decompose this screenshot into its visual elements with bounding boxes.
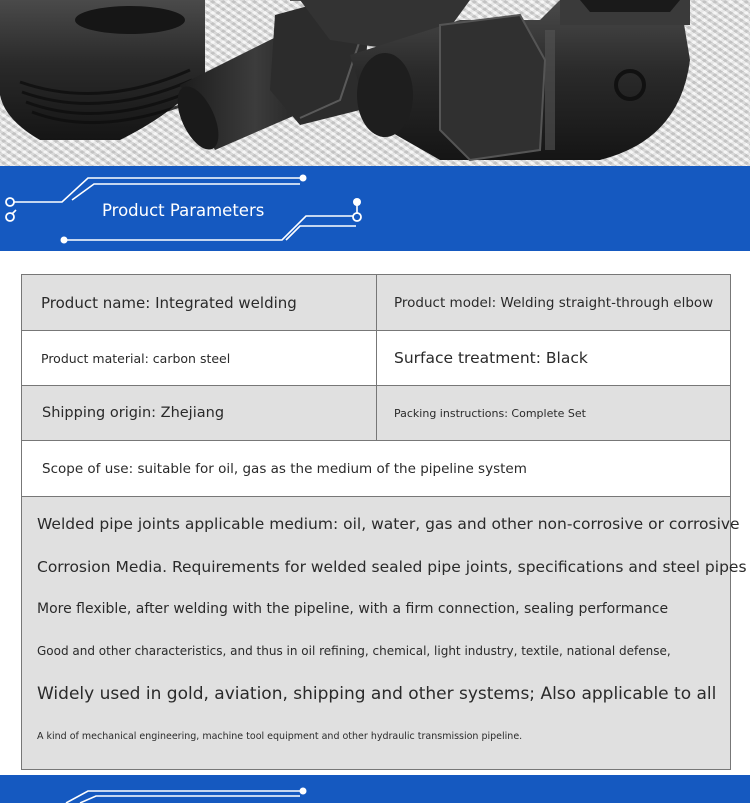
circuit-line-decoration: [0, 775, 750, 803]
surface-treatment-cell: [377, 331, 730, 385]
description-line: More flexible, after welding with the pipeline, with a firm connection, sealing performance: [37, 601, 669, 617]
column-divider: [376, 275, 377, 440]
description-line: Good and other characteristics, and thus in oil refining, chemical, light industry, textile, national defense,: [37, 644, 671, 658]
packing-instructions-text: Packing instructions: Complete Set: [394, 406, 586, 420]
section-title: Product Parameters: [102, 201, 265, 220]
description-line: Widely used in gold, aviation, shipping and other systems; Also applicable to all: [37, 684, 717, 704]
scope-of-use-text: Scope of use: suitable for oil, gas as the medium of the pipeline system: [42, 460, 527, 477]
pipe-fittings-image: [0, 0, 750, 166]
product-model-text: Product model: Welding straight-through elbow: [394, 294, 714, 311]
surface-treatment-text: Surface treatment: Black: [394, 349, 588, 367]
shipping-origin-text: Shipping origin: Zhejiang: [42, 405, 225, 421]
product-parameters-table: [21, 274, 747, 770]
description-line: Corrosion Media. Requirements for welded sealed pipe joints, specifications and steel pipes: [37, 558, 747, 576]
scope-of-use-cell: [22, 441, 730, 496]
product-name-text: Product name: Integrated welding: [41, 293, 297, 312]
product-description: [22, 497, 747, 769]
product-model-cell: [377, 275, 730, 330]
product-material-cell: [22, 331, 376, 385]
product-name-cell: [22, 275, 376, 330]
description-line: A kind of mechanical engineering, machine tool equipment and other hydraulic transmission pipeline.: [37, 731, 523, 742]
product-material-text: Product material: carbon steel: [41, 350, 231, 366]
shipping-origin-cell: [22, 386, 376, 440]
description-line: Welded pipe joints applicable medium: oil, water, gas and other non-corrosive or corrosive: [37, 515, 740, 533]
next-section-banner: [0, 775, 750, 803]
packing-instructions-cell: [377, 386, 730, 440]
product-photo: [0, 0, 750, 166]
